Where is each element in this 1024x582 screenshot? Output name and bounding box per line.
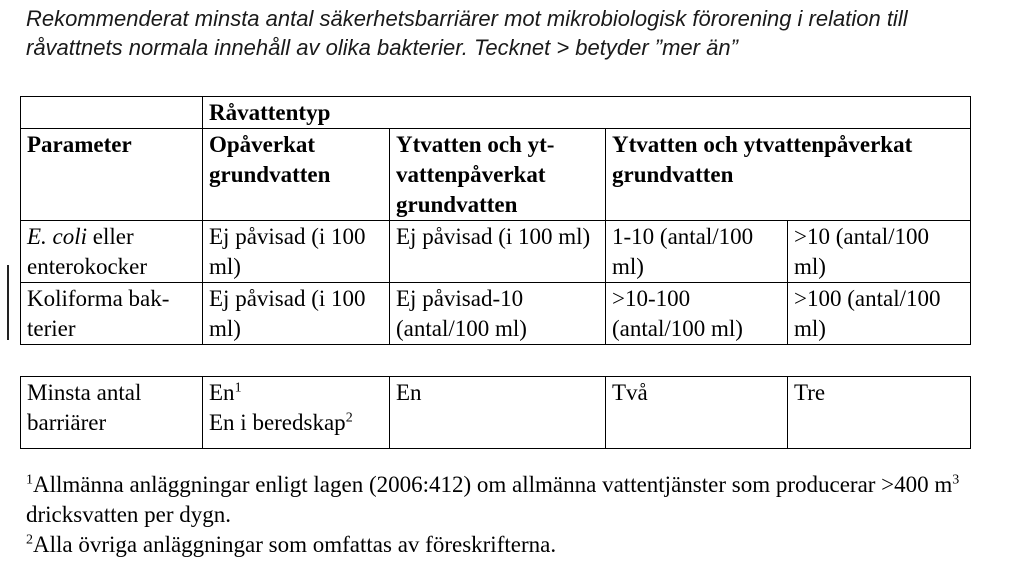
table-cell: >100 (antal/100 ml) bbox=[788, 283, 971, 345]
column-header-surface-water-2: Ytvatten och ytvattenpåverkat grundvatten bbox=[606, 129, 971, 221]
table-cell: >10 (antal/100 ml) bbox=[788, 221, 971, 283]
barrier-cell-2: En bbox=[390, 377, 606, 449]
table-caption: Rekommenderat minsta antal säkerhetsbarriärer mot mikrobiologisk förorening i relation till råvattnets normala innehåll av olika bakterier. Tecknet > betyder ”mer än” bbox=[26, 6, 908, 60]
table-cell: 1-10 (antal/100 ml) bbox=[606, 221, 788, 283]
table-cell: Ej påvisad (i 100 ml) bbox=[203, 221, 390, 283]
barrier-table bbox=[20, 376, 971, 449]
parameter-text: eller enterokocker bbox=[27, 224, 148, 279]
table-cell: >10-100 (antal/100 ml) bbox=[606, 283, 788, 345]
parameter-cell bbox=[21, 283, 203, 345]
table-cell: Ej påvisad-10 (antal/100 ml) bbox=[390, 283, 606, 345]
raw-water-table bbox=[20, 96, 971, 345]
column-header-groundwater: Opåverkat grundvatten bbox=[203, 129, 390, 221]
footnote-text: Allmänna anläggningar enligt lagen (2006:412) om allmänna vattentjänster som producerar >400 m bbox=[33, 472, 953, 497]
footnote-1 bbox=[26, 470, 1006, 530]
table-cell: Ej påvisad (i 100 ml) bbox=[203, 283, 390, 345]
footnote-mark: 1 bbox=[26, 472, 33, 488]
table-group-header-row bbox=[21, 97, 971, 129]
footnote-ref: 1 bbox=[234, 380, 242, 396]
footnote-mark: 2 bbox=[26, 532, 33, 548]
table-cell: Ej påvisad (i 100 ml) bbox=[390, 221, 606, 283]
table-row bbox=[21, 377, 971, 449]
parameter-text: Koliforma bak-terier bbox=[27, 286, 170, 341]
footnote-2 bbox=[26, 530, 1006, 560]
parameter-italic: E. coli bbox=[27, 224, 88, 249]
barrier-cell-3: Två bbox=[606, 377, 788, 449]
parameter-header: Parameter bbox=[21, 129, 203, 221]
barrier-cell-4: Tre bbox=[788, 377, 971, 449]
raw-water-type-header: Råvattentyp bbox=[203, 97, 971, 129]
parameter-cell bbox=[21, 221, 203, 283]
barrier-value-standby: En i beredskap bbox=[209, 410, 346, 435]
superscript: 3 bbox=[952, 472, 960, 488]
footnotes bbox=[26, 470, 1006, 560]
table-row bbox=[21, 283, 971, 345]
footnote-text: dricksvatten per dygn. bbox=[26, 502, 232, 527]
margin-change-bar bbox=[7, 265, 9, 340]
barrier-label: Minsta antal barriärer bbox=[21, 377, 203, 449]
barrier-cell-1 bbox=[203, 377, 390, 449]
column-header-surface-water: Ytvatten och yt-vattenpåverkat grundvatten bbox=[390, 129, 606, 221]
table-row bbox=[21, 221, 971, 283]
table-column-header-row bbox=[21, 129, 971, 221]
footnote-ref: 2 bbox=[345, 410, 353, 426]
barrier-value: En bbox=[209, 380, 235, 405]
header-blank-cell bbox=[21, 97, 203, 129]
footnote-text: Alla övriga anläggningar som omfattas av föreskrifterna. bbox=[33, 532, 557, 557]
